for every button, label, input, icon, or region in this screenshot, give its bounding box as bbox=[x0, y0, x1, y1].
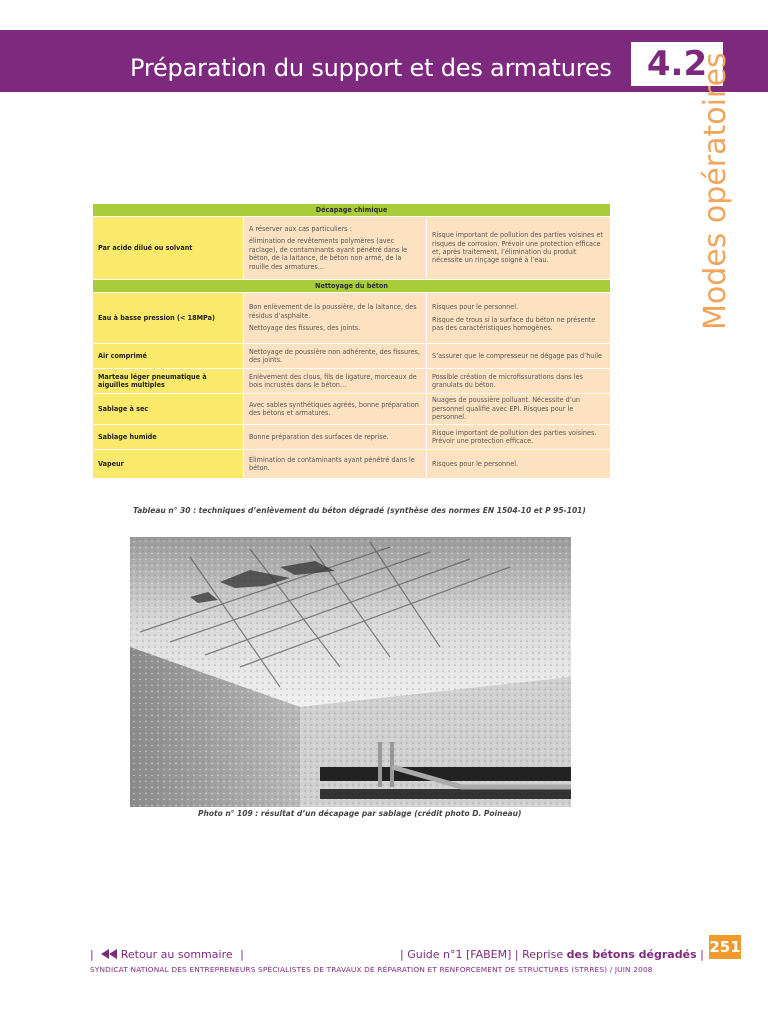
page-title: Préparation du support et des armatures bbox=[130, 54, 612, 82]
techniques-table bbox=[93, 203, 610, 479]
table-caption: Tableau n° 30 : techniques d’enlèvement du béton dégradé (synthèse des normes EN 1504-10 et P 95-101) bbox=[133, 506, 586, 515]
cell-text: Bon enlèvement de la poussière, de la laitance, des résidus d’asphalte. bbox=[249, 302, 417, 320]
photo-caption: Photo n° 109 : résultat d’un décapage par sablage (crédit photo D. Poineau) bbox=[198, 809, 522, 818]
technique-usage bbox=[243, 425, 426, 449]
guide-bold: des bétons dégradés bbox=[566, 948, 697, 961]
technique-label: Sablage à sec bbox=[93, 394, 243, 424]
technique-usage bbox=[243, 450, 426, 478]
side-section-title: Modes opératoires bbox=[698, 52, 733, 330]
technique-label: Par acide dilué ou solvant bbox=[93, 217, 243, 279]
technique-usage bbox=[243, 344, 426, 368]
footer-separator: | bbox=[400, 948, 404, 961]
cell-text: A réserver aux cas particuliers : bbox=[249, 223, 352, 233]
cell-text: Risque important de pollution des parties voisines et risques de corrosion. Prévoir une protection efficace et, après traitement, l’élimination du produit nécessite un rinçage soigné à l’eau. bbox=[432, 230, 603, 265]
technique-label: Air comprimé bbox=[93, 344, 243, 368]
guide-prefix: Guide n°1 [FABEM] bbox=[407, 948, 512, 961]
technique-remarks bbox=[426, 450, 610, 478]
technique-usage bbox=[243, 394, 426, 424]
rewind-icon bbox=[101, 949, 117, 959]
table-group-header bbox=[93, 204, 610, 216]
back-to-summary-link[interactable] bbox=[101, 948, 236, 961]
technique-remarks bbox=[426, 394, 610, 424]
table-row bbox=[93, 369, 610, 393]
table-row bbox=[93, 450, 610, 478]
cell-text: Nettoyage des fissures, des joints. bbox=[249, 323, 361, 333]
section-number: 4.2 bbox=[629, 40, 725, 88]
table-row bbox=[93, 425, 610, 449]
table-row bbox=[93, 217, 610, 279]
cell-text: Risques pour le personnel. bbox=[432, 302, 519, 312]
technique-remarks bbox=[426, 425, 610, 449]
cell-text: Nuages de poussière polluant. Nécessite d’un personnel qualifié avec EPI. Risques pour le personnel. bbox=[432, 395, 581, 422]
group-title: Décapage chimique bbox=[93, 204, 610, 216]
guide-reference bbox=[400, 948, 704, 961]
technique-remarks bbox=[426, 293, 610, 343]
table-group-header bbox=[93, 280, 610, 292]
table-row bbox=[93, 394, 610, 424]
cell-text: élimination de revêtements polymères (avec raclage), de contaminants ayant pénétré dans le béton, de la laitance, de béton non armé, de la rouille des armatures… bbox=[249, 236, 408, 271]
table-row bbox=[93, 344, 610, 368]
group-title: Nettoyage du béton bbox=[93, 280, 610, 292]
footer-separator: | bbox=[514, 948, 519, 961]
technique-usage bbox=[243, 217, 426, 279]
organization-line: SYNDICAT NATIONAL DES ENTREPRENEURS SPÉCIALISTES DE TRAVAUX DE RÉPARATION ET RENFORCEMENT DE STRUCTURES (STRRES) / JUIN 2008 bbox=[90, 965, 653, 974]
cell-text: Possible création de microfissurations dans les granulats du béton. bbox=[432, 371, 583, 389]
technique-usage bbox=[243, 369, 426, 393]
guide-mid: Reprise bbox=[522, 948, 564, 961]
technique-remarks bbox=[426, 369, 610, 393]
page-number: 251 bbox=[709, 935, 741, 959]
cell-text: Risque de trous si la surface du béton ne présente pas des caractéristiques homogènes. bbox=[432, 314, 596, 333]
footer-separator: | bbox=[90, 948, 94, 961]
cell-text: Nettoyage de poussière non adhérente, des fissures, des joints. bbox=[249, 346, 420, 364]
technique-label: Marteau léger pneumatique à aiguilles multiples bbox=[93, 369, 243, 393]
back-label: Retour au sommaire bbox=[120, 948, 233, 961]
cell-text: Avec sables synthétiques agréés, bonne préparation des bétons et armatures. bbox=[249, 399, 419, 417]
table-row bbox=[93, 293, 610, 343]
sandblasting-photo bbox=[130, 537, 571, 807]
technique-remarks bbox=[426, 217, 610, 279]
cell-text: Élimination de contaminants ayant pénétré dans le béton. bbox=[249, 454, 415, 472]
technique-usage bbox=[243, 293, 426, 343]
footer-navigation bbox=[90, 948, 704, 964]
technique-label: Eau à basse pression (< 18MPa) bbox=[93, 293, 243, 343]
technique-label: Vapeur bbox=[93, 450, 243, 478]
cell-text: Risques pour le personnel. bbox=[432, 458, 519, 468]
cell-text: Bonne préparation des surfaces de reprise. bbox=[249, 431, 389, 441]
photo-illustration bbox=[130, 537, 571, 807]
cell-text: Enlèvement des clous, fils de ligature, morceaux de bois incrustés dans le béton… bbox=[249, 371, 417, 389]
technique-remarks bbox=[426, 344, 610, 368]
footer-separator: | bbox=[700, 948, 704, 961]
technique-label: Sablage humide bbox=[93, 425, 243, 449]
footer-separator: | bbox=[240, 948, 244, 961]
cell-text: S’assurer que le compresseur ne dégage pas d’huile bbox=[432, 350, 602, 360]
cell-text: Risque important de pollution des parties voisines. Prévoir une protection efficace. bbox=[432, 427, 597, 445]
